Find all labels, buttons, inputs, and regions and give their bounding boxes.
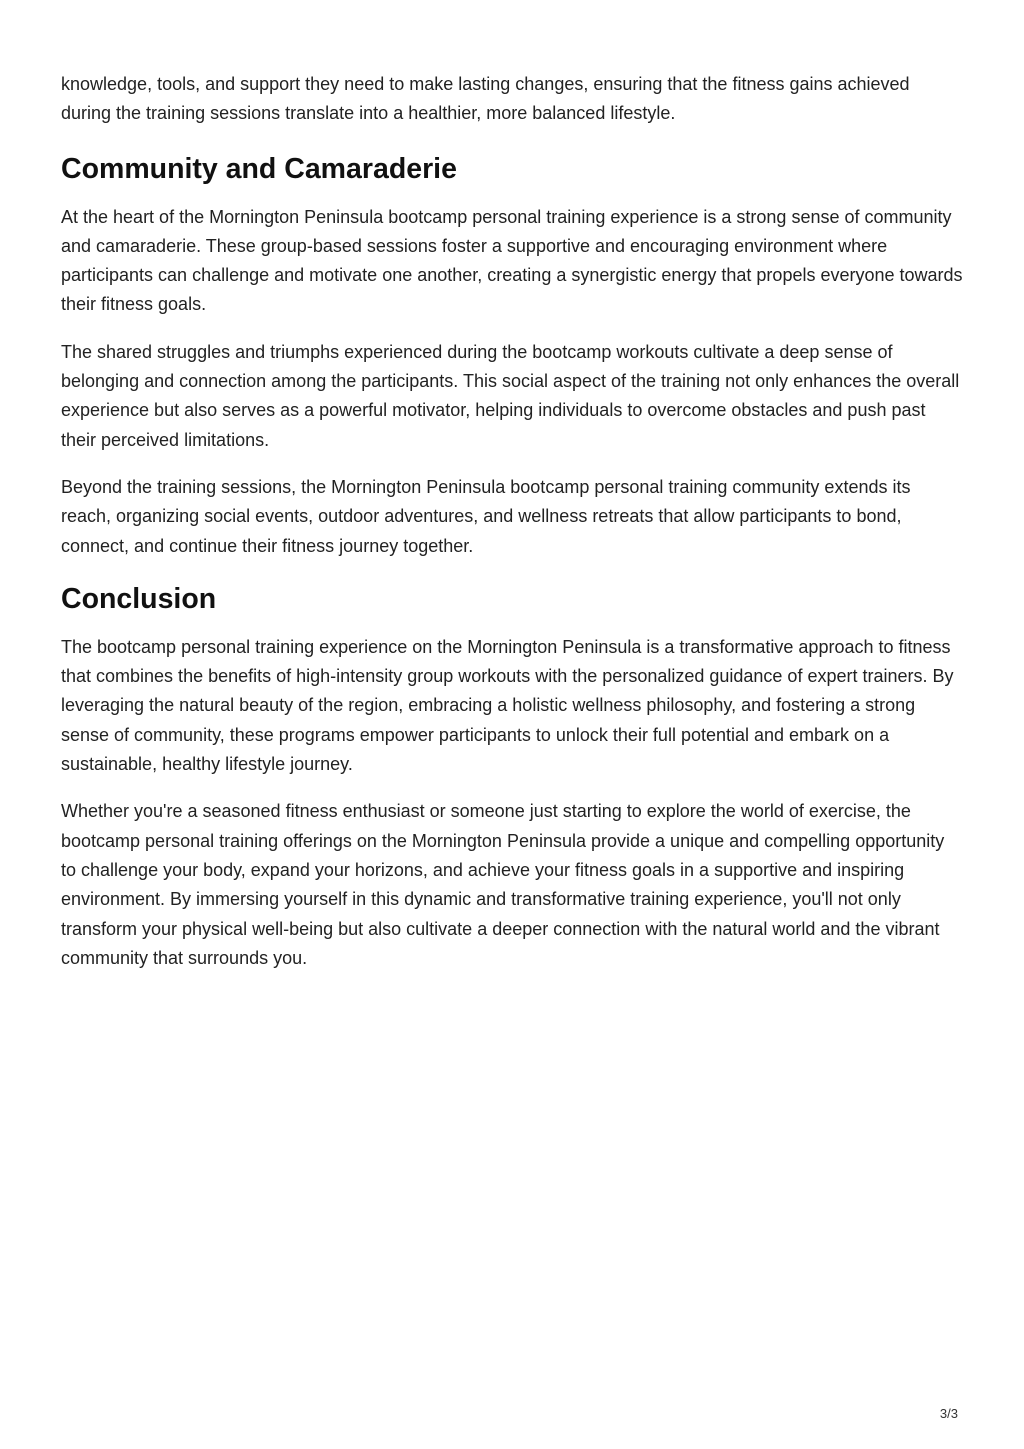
paragraph: Whether you're a seasoned fitness enthusiast or someone just starting to explore the world of exercise, the bootcamp personal training offerings on the Mornington Peninsula provide a unique and compelling opportunity to challenge your body, expand your horizons, and achieve your fitness goals in a supportive and inspiring environment. By immersing yourself in this dynamic and transformative training experience, you'll not only transform your physical well-being but also cultivate a deeper connection with the natural world and the vibrant community that surrounds you. xyxy=(61,801,945,968)
paragraph: Beyond the training sessions, the Mornington Peninsula bootcamp personal training community extends its reach, organizing social events, outdoor adventures, and wellness retreats that allow participants to bond, connect, and continue their fitness journey together. xyxy=(61,476,911,556)
page-number: 3/3 xyxy=(939,1406,958,1421)
section-heading: Community and Camaraderie xyxy=(61,152,457,185)
intro-paragraph: knowledge, tools, and support they need to make lasting changes, ensuring that the fitness gains achieved during the training sessions translate into a healthier, more balanced lifestyle. xyxy=(61,74,910,124)
document-page xyxy=(61,70,963,991)
paragraph: At the heart of the Mornington Peninsula bootcamp personal training experience is a strong sense of community and camaraderie. These group-based sessions foster a supportive and encouraging environment where participants can challenge and motivate one another, creating a synergistic energy that propels everyone towards their fitness goals. xyxy=(61,206,963,315)
section-heading: Conclusion xyxy=(61,582,217,615)
section-community xyxy=(61,149,963,561)
paragraph: The shared struggles and triumphs experienced during the bootcamp workouts cultivate a deep sense of belonging and connection among the participants. This social aspect of the training not only enhances the overall experience but also serves as a powerful motivator, helping individuals to overcome obstacles and push past their perceived limitations. xyxy=(61,341,960,450)
paragraph: The bootcamp personal training experience on the Mornington Peninsula is a transformative approach to fitness that combines the benefits of high-intensity group workouts with the personalized guidance of expert trainers. By leveraging the natural beauty of the region, embracing a holistic wellness philosophy, and fostering a strong sense of community, these programs empower participants to unlock their full potential and embark on a sustainable, healthy lifestyle journey. xyxy=(61,636,954,775)
section-conclusion xyxy=(61,579,963,973)
